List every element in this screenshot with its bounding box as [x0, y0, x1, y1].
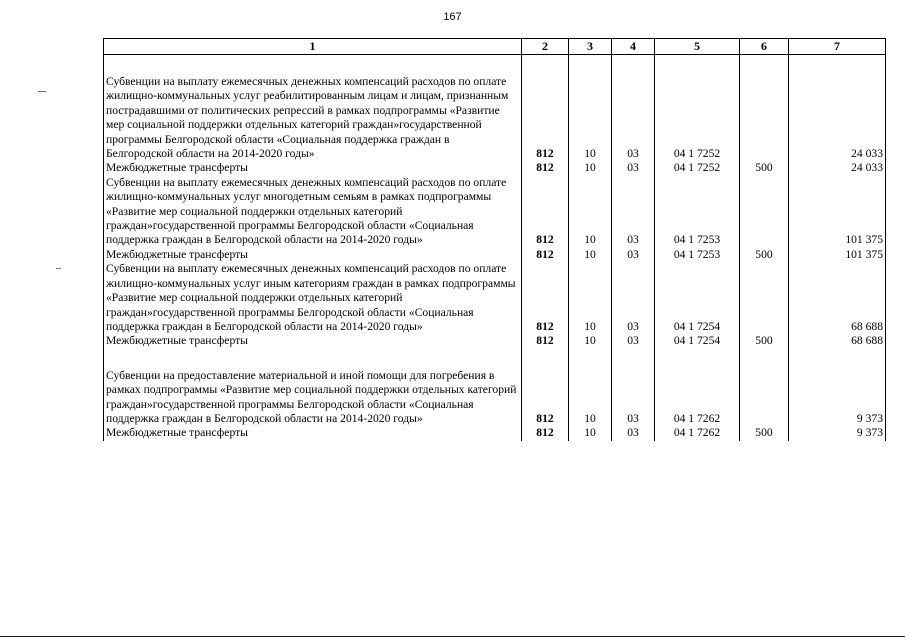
row-csr: 04 1 7252 [655, 75, 740, 161]
row-vedom: 812 [522, 176, 569, 248]
row-vr: 500 [740, 334, 789, 348]
spacer-row [104, 349, 886, 369]
header-col-5: 5 [655, 39, 740, 55]
row-csr: 04 1 7254 [655, 262, 740, 334]
row-vr [740, 262, 789, 334]
row-vedom: 812 [522, 334, 569, 348]
table-row [104, 161, 886, 175]
row-rz: 10 [569, 334, 612, 348]
row-vr: 500 [740, 161, 789, 175]
table-row [104, 262, 886, 334]
row-csr: 04 1 7253 [655, 248, 740, 262]
row-rz: 10 [569, 426, 612, 440]
header-col-2: 2 [522, 39, 569, 55]
row-pr: 03 [612, 248, 655, 262]
row-csr: 04 1 7262 [655, 369, 740, 427]
row-vedom: 812 [522, 426, 569, 440]
row-pr: 03 [612, 426, 655, 440]
row-csr: 04 1 7253 [655, 176, 740, 248]
scan-edge-line [0, 636, 905, 637]
row-rz: 10 [569, 75, 612, 161]
margin-mark [56, 268, 61, 269]
row-csr: 04 1 7254 [655, 334, 740, 348]
row-pr: 03 [612, 161, 655, 175]
row-pr: 03 [612, 369, 655, 427]
row-name: Субвенции на выплату ежемесячных денежных компенсаций расходов по оплате жилищно-коммунальных услуг реабилитированным лицам и лицам, признанным пострадавшими от политических репрессий в рамках подпрограммы «Развитие мер социальной поддержки отдельных категорий граждан»государственной программы Белгородской области «Социальная поддержка граждан в Белгородской области на 2014-2020 годы» [104, 75, 522, 161]
row-amount: 101 375 [789, 176, 886, 248]
row-vedom: 812 [522, 369, 569, 427]
row-name: Межбюджетные трансферты [104, 248, 522, 262]
row-amount: 9 373 [789, 426, 886, 440]
row-vr: 500 [740, 426, 789, 440]
row-name: Межбюджетные трансферты [104, 426, 522, 440]
row-amount: 9 373 [789, 369, 886, 427]
row-vedom: 812 [522, 75, 569, 161]
row-rz: 10 [569, 369, 612, 427]
table-row [104, 334, 886, 348]
header-col-4: 4 [612, 39, 655, 55]
table-row [104, 426, 886, 440]
table-row [104, 176, 886, 248]
row-vr: 500 [740, 248, 789, 262]
row-vr [740, 176, 789, 248]
row-csr: 04 1 7262 [655, 426, 740, 440]
table-row [104, 248, 886, 262]
row-amount: 24 033 [789, 75, 886, 161]
row-name: Межбюджетные трансферты [104, 334, 522, 348]
row-pr: 03 [612, 75, 655, 161]
row-name: Межбюджетные трансферты [104, 161, 522, 175]
row-vr [740, 75, 789, 161]
row-amount: 101 375 [789, 248, 886, 262]
row-amount: 24 033 [789, 161, 886, 175]
header-col-3: 3 [569, 39, 612, 55]
page-number: 167 [443, 11, 462, 23]
header-col-6: 6 [740, 39, 789, 55]
header-col-7: 7 [789, 39, 886, 55]
row-pr: 03 [612, 262, 655, 334]
margin-mark [38, 91, 46, 92]
row-csr: 04 1 7252 [655, 161, 740, 175]
row-rz: 10 [569, 248, 612, 262]
row-pr: 03 [612, 176, 655, 248]
row-name: Субвенции на выплату ежемесячных денежных компенсаций расходов по оплате жилищно-коммунальных услуг иным категориям граждан в рамках подпрограммы «Развитие мер социальной поддержки отдельных категорий граждан»государственной программы Белгородской области «Социальная поддержка граждан в Белгородской области на 2014-2020 годы» [104, 262, 522, 334]
row-vr [740, 369, 789, 427]
row-name: Субвенции на предоставление материальной и иной помощи для погребения в рамках подпрограммы «Развитие мер социальной поддержки отдельных категорий граждан»государственной программы Белгородской области «Социальная поддержка граждан в Белгородской области на 2014-2020 годы» [104, 369, 522, 427]
table-row [104, 75, 886, 161]
spacer-row [104, 55, 886, 76]
row-pr: 03 [612, 334, 655, 348]
budget-table [103, 38, 886, 441]
row-rz: 10 [569, 176, 612, 248]
row-vedom: 812 [522, 248, 569, 262]
row-rz: 10 [569, 161, 612, 175]
header-col-1: 1 [104, 39, 522, 55]
row-vedom: 812 [522, 161, 569, 175]
row-amount: 68 688 [789, 262, 886, 334]
row-amount: 68 688 [789, 334, 886, 348]
header-row [104, 39, 886, 55]
table-row [104, 369, 886, 427]
row-name: Субвенции на выплату ежемесячных денежных компенсаций расходов по оплате жилищно-коммунальных услуг многодетным семьям в рамках подпрограммы «Развитие мер социальной поддержки отдельных категорий граждан»государственной программы Белгородской области «Социальная поддержка граждан в Белгородской области на 2014-2020 годы» [104, 176, 522, 248]
row-vedom: 812 [522, 262, 569, 334]
row-rz: 10 [569, 262, 612, 334]
